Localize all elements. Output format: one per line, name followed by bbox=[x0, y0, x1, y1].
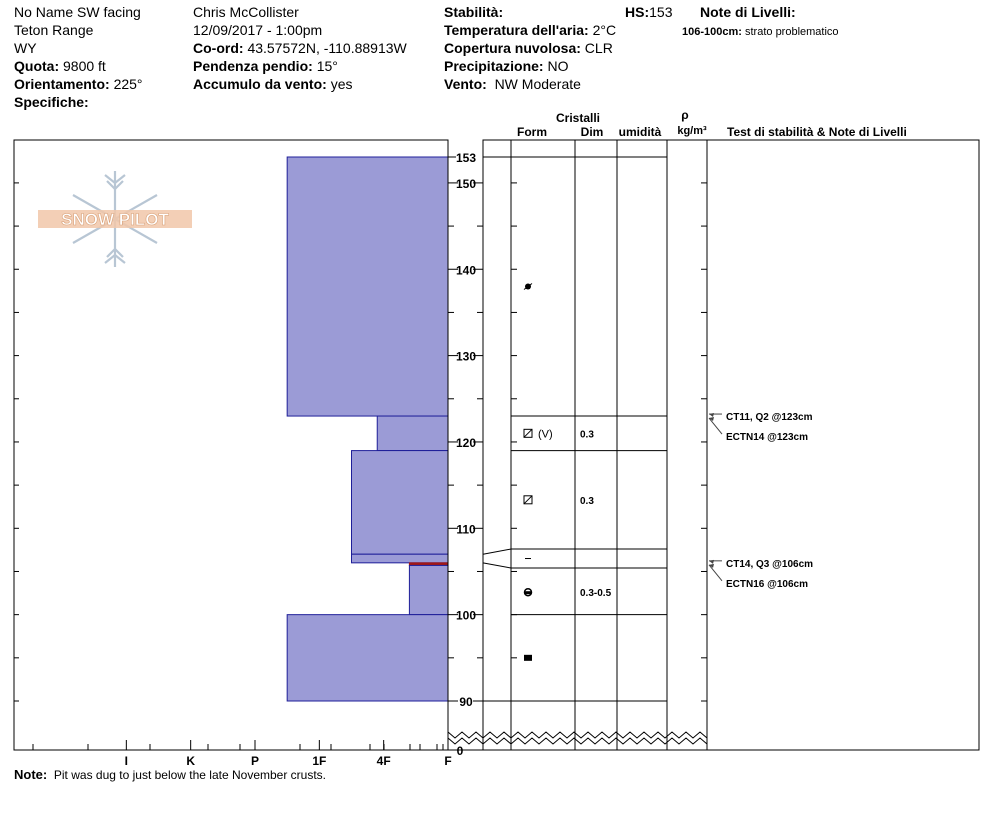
stability-test-label: ECTN14 @123cm bbox=[726, 432, 809, 444]
grain-size: 0.3 bbox=[580, 495, 594, 507]
test-arrow-line bbox=[709, 565, 722, 581]
hardness-layer bbox=[409, 565, 448, 614]
height-tick-label: 150 bbox=[455, 176, 477, 191]
grain-stroke bbox=[524, 429, 532, 437]
hardness-tick-label: K bbox=[186, 754, 196, 768]
height-tick-label: 153 bbox=[455, 151, 477, 165]
grain-stroke bbox=[524, 496, 532, 504]
aspect-label: Orientamento: bbox=[14, 76, 110, 92]
height-axis bbox=[448, 140, 707, 758]
faceted-icon bbox=[524, 429, 532, 437]
hardness-axis bbox=[33, 740, 452, 768]
observer: Chris McCollister bbox=[193, 4, 299, 20]
hardness-tick-label: I bbox=[124, 754, 129, 768]
logo-text: SNOW PILOT bbox=[61, 210, 169, 229]
problem-layer-range: 106-100cm: bbox=[682, 26, 742, 38]
range: Teton Range bbox=[14, 22, 94, 38]
test-arrow bbox=[709, 564, 722, 581]
axis-break bbox=[448, 738, 707, 744]
note-text: Pit was dug to just below the late November crusts. bbox=[53, 768, 327, 782]
hardness-layer bbox=[352, 554, 449, 563]
test-arrow bbox=[709, 560, 722, 564]
moisture-header: umidità bbox=[618, 125, 662, 139]
hardness-layer bbox=[287, 615, 448, 701]
hardness-tick-label: P bbox=[250, 754, 260, 768]
hardness-layer bbox=[352, 451, 449, 555]
note-label: Note: bbox=[14, 767, 48, 782]
height-tick-label: 140 bbox=[455, 263, 477, 278]
hardness-tick-label: 4F bbox=[376, 754, 391, 768]
coord-label: Co-ord: bbox=[193, 40, 244, 56]
stability-test-label: ECTN16 @106cm bbox=[726, 578, 809, 590]
form-header: Form bbox=[517, 125, 547, 139]
test-arrow-line bbox=[709, 418, 722, 434]
hs-value: 153 bbox=[649, 4, 673, 20]
note bbox=[14, 767, 326, 782]
crystals-header: Cristalli bbox=[555, 111, 601, 125]
problem-layer-text: strato problematico bbox=[745, 26, 839, 38]
grain-size: 0.3-0.5 bbox=[580, 588, 612, 600]
grain-size: 0.3 bbox=[580, 429, 594, 441]
height-tick-label: 100 bbox=[455, 608, 477, 623]
height-tick-label: 90 bbox=[459, 695, 473, 709]
air-temp-label: Temperatura dell'aria: bbox=[444, 22, 589, 38]
hardness-tick-label: 1F bbox=[312, 754, 327, 768]
height-tick-label: 110 bbox=[456, 522, 476, 537]
specifics-label: Specifiche: bbox=[14, 94, 89, 110]
wind-value: NW Moderate bbox=[494, 76, 581, 92]
round-grains-icon bbox=[524, 284, 532, 290]
wind-load-label: Accumulo da vento: bbox=[193, 76, 327, 92]
coord-value: 43.57572N, -110.88913W bbox=[247, 40, 407, 56]
stability-test-label: CT14, Q3 @106cm bbox=[726, 558, 814, 570]
stability-tests-header: Test di stabilità & Note di Livelli bbox=[727, 125, 907, 139]
datetime: 12/09/2017 - 1:00pm bbox=[193, 22, 323, 38]
rho-header: ρ bbox=[681, 108, 689, 122]
location: No Name SW facing bbox=[14, 4, 141, 20]
precip-value: NO bbox=[547, 58, 569, 74]
wind-load-value: yes bbox=[330, 76, 353, 92]
snowpilot-logo bbox=[38, 171, 192, 267]
test-arrow bbox=[709, 413, 722, 417]
wind-label: Vento: bbox=[444, 76, 487, 92]
axis-break bbox=[448, 732, 707, 738]
faceted-icon bbox=[524, 496, 532, 504]
height-tick-label: 0 bbox=[456, 744, 464, 758]
stability-test-label: CT11, Q2 @123cm bbox=[726, 412, 813, 424]
wet-grain-icon bbox=[525, 589, 532, 596]
layer-notes-label: Note di Livelli: bbox=[700, 4, 796, 20]
stability-label: Stabilità: bbox=[444, 4, 504, 20]
cloud-label: Copertura nuvolosa: bbox=[444, 40, 581, 56]
left-height-ticks bbox=[14, 183, 19, 701]
slope-label: Pendenza pendio: bbox=[193, 58, 313, 74]
grain-fill bbox=[525, 591, 531, 594]
melt-freeze-crust-icon bbox=[524, 655, 532, 661]
hardness-tick-label: F bbox=[444, 754, 452, 768]
cloud-value: CLR bbox=[584, 40, 613, 56]
hardness-layers bbox=[287, 157, 448, 701]
elevation-label: Quota: bbox=[14, 58, 60, 74]
hardness-layer bbox=[377, 416, 448, 451]
hardness-layer bbox=[287, 157, 448, 416]
stability-tests bbox=[709, 412, 813, 590]
layer-connector bbox=[483, 549, 511, 554]
aspect-value: 225° bbox=[113, 76, 143, 92]
grain-form-text: (V) bbox=[538, 428, 553, 441]
precip-label: Precipitazione: bbox=[444, 58, 544, 74]
grain-table-frame bbox=[483, 140, 979, 750]
hs-label: HS: bbox=[625, 4, 650, 20]
state: WY bbox=[14, 40, 37, 56]
layer-connector bbox=[483, 563, 511, 568]
grain-table bbox=[483, 140, 707, 750]
height-tick-label: 120 bbox=[455, 435, 477, 450]
dim-header: Dim bbox=[580, 125, 604, 139]
elevation-value: 9800 ft bbox=[63, 58, 106, 74]
test-arrow bbox=[709, 417, 722, 434]
air-temp-value: 2°C bbox=[592, 22, 617, 38]
grain-block bbox=[524, 655, 532, 661]
height-tick-label: 130 bbox=[455, 349, 477, 364]
slope-value: 15° bbox=[316, 58, 338, 74]
density-header: kg/m³ bbox=[677, 125, 707, 137]
